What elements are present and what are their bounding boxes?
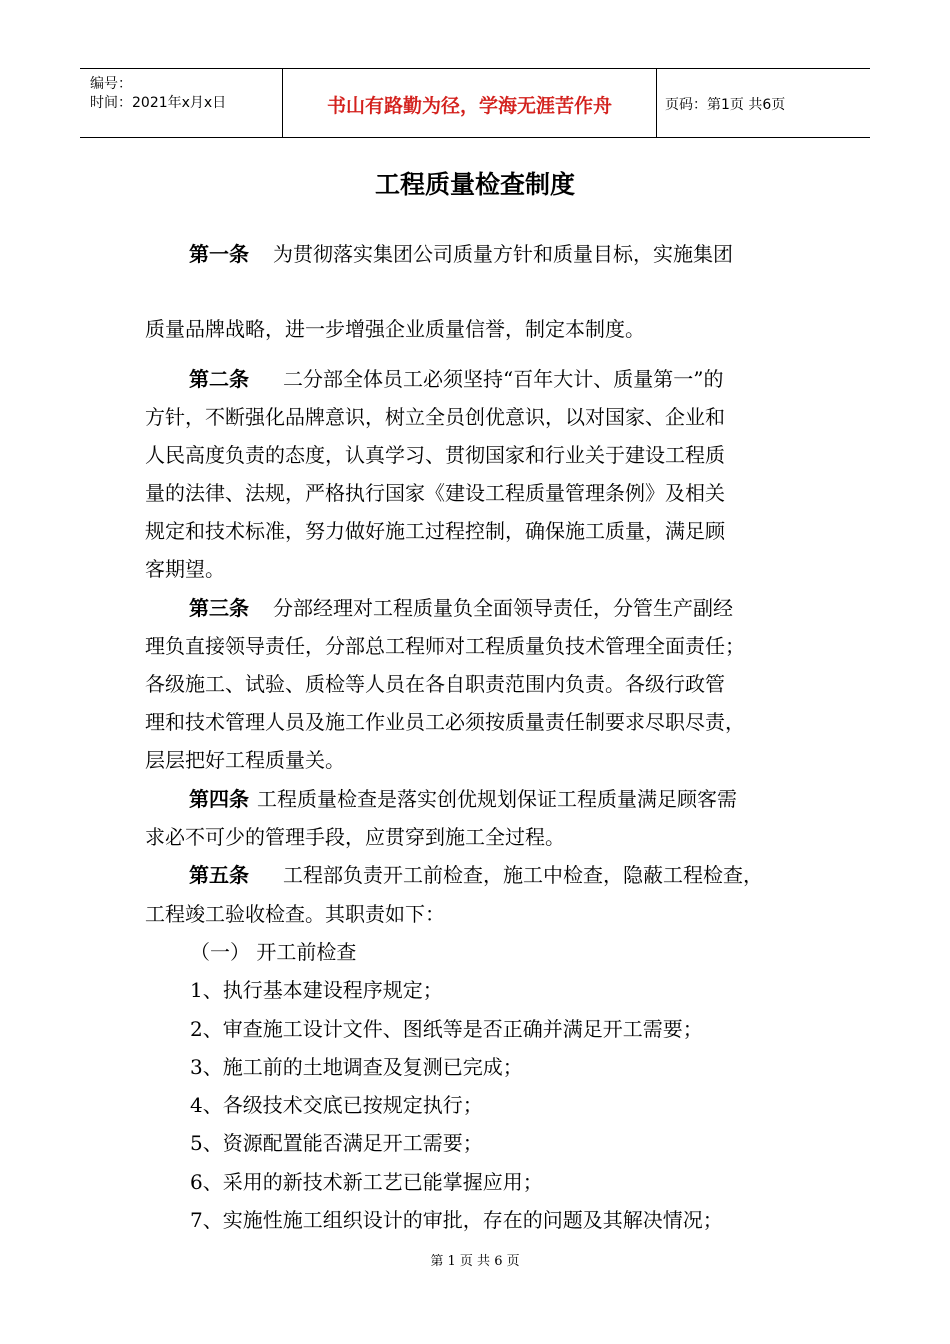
article-5-line-2: 工程竣工验收检查。其职责如下： — [145, 902, 445, 926]
list-item: 6、采用的新技术新工艺已能掌握应用； — [190, 1170, 543, 1194]
article-1-line-2: 质量品牌战略，进一步增强企业质量信誉，制定本制度。 — [145, 317, 645, 341]
article-3-line-4: 理和技术管理人员及施工作业员工必须按质量责任制要求尽职尽责， — [145, 710, 745, 734]
article-2-label: 第二条 — [189, 367, 249, 391]
article-2-line-6: 客期望。 — [145, 557, 225, 581]
page-footer: 第 1 页 共 6 页 — [430, 1254, 520, 1269]
article-1-line-1 — [189, 238, 733, 267]
header-page-info: 页码：第1页 共6页 — [665, 97, 786, 113]
article-1-label: 第一条 — [189, 242, 249, 266]
article-2-line-2: 方针，不断强化品牌意识，树立全员创优意识，以对国家、企业和 — [145, 405, 725, 429]
article-4-line-2: 求必不可少的管理手段，应贯穿到施工全过程。 — [145, 825, 565, 849]
header-page-cell — [657, 69, 870, 137]
article-2-line-5: 规定和技术标准，努力做好施工过程控制，确保施工质量，满足顾 — [145, 519, 725, 543]
list-item: 7、实施性施工组织设计的审批，存在的问题及其解决情况； — [190, 1208, 723, 1232]
list-item: 2、审查施工设计文件、图纸等是否正确并满足开工需要； — [190, 1017, 703, 1041]
article-1-text: 为贯彻落实集团公司质量方针和质量目标，实施集团 — [273, 242, 733, 266]
list-item: 5、资源配置能否满足开工需要； — [190, 1131, 483, 1155]
article-3-text: 分部经理对工程质量负全面领导责任，分管生产副经 — [273, 596, 733, 620]
article-2-line-3: 人民高度负责的态度，认真学习、贯彻国家和行业关于建设工程质 — [145, 443, 725, 467]
document-header — [80, 68, 870, 138]
article-4-text: 工程质量检查是落实创优规划保证工程质量满足顾客需 — [257, 787, 737, 811]
article-4-label: 第四条 — [189, 787, 249, 811]
list-item: 4、各级技术交底已按规定执行； — [190, 1093, 483, 1117]
article-3-line-5: 层层把好工程质量关。 — [145, 748, 345, 772]
article-5-line-1 — [189, 859, 763, 888]
section-heading: （一） 开工前检查 — [190, 940, 357, 964]
article-2-line-4: 量的法律、法规，严格执行国家《建设工程质量管理条例》及相关 — [145, 481, 725, 505]
article-5-label: 第五条 — [189, 863, 249, 887]
header-motto-cell — [283, 69, 657, 137]
article-3-label: 第三条 — [189, 596, 249, 620]
document-time-label: 时间：2021年x月x日 — [90, 95, 227, 111]
article-3-line-2: 理负直接领导责任，分部总工程师对工程质量负技术管理全面责任； — [145, 634, 745, 658]
article-2-text: 二分部全体员工必须坚持“百年大计、质量第一”的 — [283, 367, 724, 391]
header-info-cell — [80, 69, 283, 137]
article-3-line-1 — [189, 592, 733, 621]
document-title: 工程质量检查制度 — [374, 170, 575, 199]
article-4-line-1 — [189, 783, 737, 812]
article-2-line-1 — [189, 363, 723, 392]
article-5-text: 工程部负责开工前检查，施工中检查，隐蔽工程检查， — [283, 863, 763, 887]
article-3-line-3: 各级施工、试验、质检等人员在各自职责范围内负责。各级行政管 — [145, 672, 725, 696]
header-motto: 书山有路勤为径，学海无涯苦作舟 — [326, 95, 612, 117]
list-item: 1、执行基本建设程序规定； — [190, 978, 443, 1002]
document-number-label: 编号： — [90, 76, 132, 92]
list-item: 3、施工前的土地调查及复测已完成； — [190, 1055, 523, 1079]
